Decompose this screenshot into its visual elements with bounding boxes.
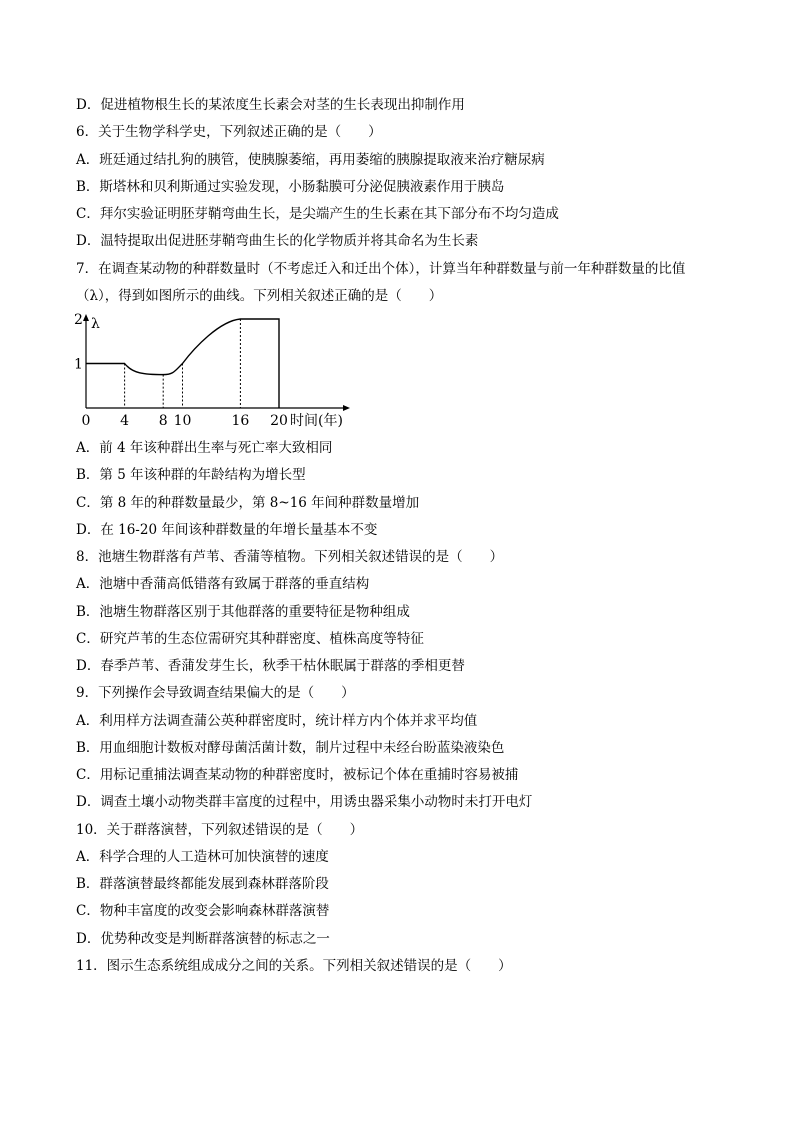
y-axis-label: λ	[91, 316, 100, 332]
text-line: B．用血细胞计数板对酵母菌活菌计数，制片过程中未经台盼蓝染液染色	[76, 740, 505, 756]
x-axis-arrow	[343, 405, 350, 411]
text-line: D．在 16-20 年间该种群数量的年增长量基本不变	[76, 522, 378, 538]
y-tick-label: 2	[74, 312, 83, 328]
chart-svg	[74, 312, 359, 432]
text-line: B．池塘生物群落区别于其他群落的重要特征是物种组成	[76, 604, 410, 620]
x-tick-label: 16	[231, 413, 250, 429]
y-axis-arrow	[83, 314, 89, 321]
text-line: （λ），得到如图所示的曲线。下列相关叙述正确的是（ ）	[76, 288, 443, 304]
x-tick-label: 10	[173, 413, 192, 429]
text-line: D．优势种改变是判断群落演替的标志之一	[76, 931, 330, 947]
text-line: D．温特提取出促进胚芽鞘弯曲生长的化学物质并将其命名为生长素	[76, 233, 479, 249]
x-tick-label: 4	[120, 413, 130, 429]
y-tick-label: 1	[74, 356, 83, 373]
text-line: 6．关于生物学科学史，下列叙述正确的是（ ）	[76, 124, 382, 140]
x-axis-label: 时间(年)	[290, 413, 343, 429]
text-line: D．调查土壤小动物类群丰富度的过程中，用诱虫器采集小动物时未打开电灯	[76, 794, 533, 810]
text-line: C．用标记重捕法调查某动物的种群密度时，被标记个体在重捕时容易被捕	[76, 767, 519, 783]
x-tick-label: 0	[81, 413, 91, 429]
text-line: B．群落演替最终都能发展到森林群落阶段	[76, 876, 329, 892]
text-line: C．物种丰富度的改变会影响森林群落演替	[76, 903, 330, 919]
text-line: C．第 8 年的种群数量最少，第 8~16 年间种群数量增加	[76, 495, 420, 511]
text-line: B．第 5 年该种群的年龄结构为增长型	[76, 467, 306, 483]
text-line: D．春季芦苇、香蒲发芽生长，秋季干枯休眠属于群落的季相更替	[76, 658, 465, 674]
text-line: 11．图示生态系统组成成分之间的关系。下列相关叙述错误的是（ ）	[76, 958, 512, 974]
text-line: B．斯塔林和贝利斯通过实验发现，小肠黏膜可分泌促胰液素作用于胰岛	[76, 179, 505, 195]
text-line: 9．下列操作会导致调查结果偏大的是（ ）	[76, 685, 355, 701]
chart-dynamic-group	[74, 312, 288, 429]
lambda-series-line	[86, 319, 279, 408]
text-line: C．研究芦苇的生态位需研究其种群密度、植株高度等特征	[76, 631, 424, 647]
text-line: 10．关于群落演替，下列叙述错误的是（ ）	[76, 822, 364, 838]
text-line: 7．在调查某动物的种群数量时（不考虑迁入和迁出个体），计算当年种群数量与前一年种群数量的比值	[76, 261, 686, 277]
text-line: A．池塘中香蒲高低错落有致属于群落的垂直结构	[76, 576, 370, 592]
text-line: A．科学合理的人工造林可加快演替的速度	[76, 849, 329, 865]
text-line: A．前 4 年该种群出生率与死亡率大致相同	[76, 440, 333, 456]
x-tick-label: 20	[270, 413, 288, 429]
text-line: 8．池塘生物群落有芦苇、香蒲等植物。下列相关叙述错误的是（ ）	[76, 549, 504, 565]
lambda-curve-chart	[74, 312, 359, 432]
text-line: A．班廷通过结扎狗的胰管，使胰腺萎缩，再用萎缩的胰腺提取液来治疗糖尿病	[76, 152, 545, 168]
x-tick-label: 8	[158, 413, 168, 429]
text-line: A．利用样方法调查蒲公英种群密度时，统计样方内个体并求平均值	[76, 713, 478, 729]
text-line: C．拜尔实验证明胚芽鞘弯曲生长，是尖端产生的生长素在其下部分布不均匀造成	[76, 206, 559, 222]
text-line: D．促进植物根生长的某浓度生长素会对茎的生长表现出抑制作用	[76, 97, 465, 113]
